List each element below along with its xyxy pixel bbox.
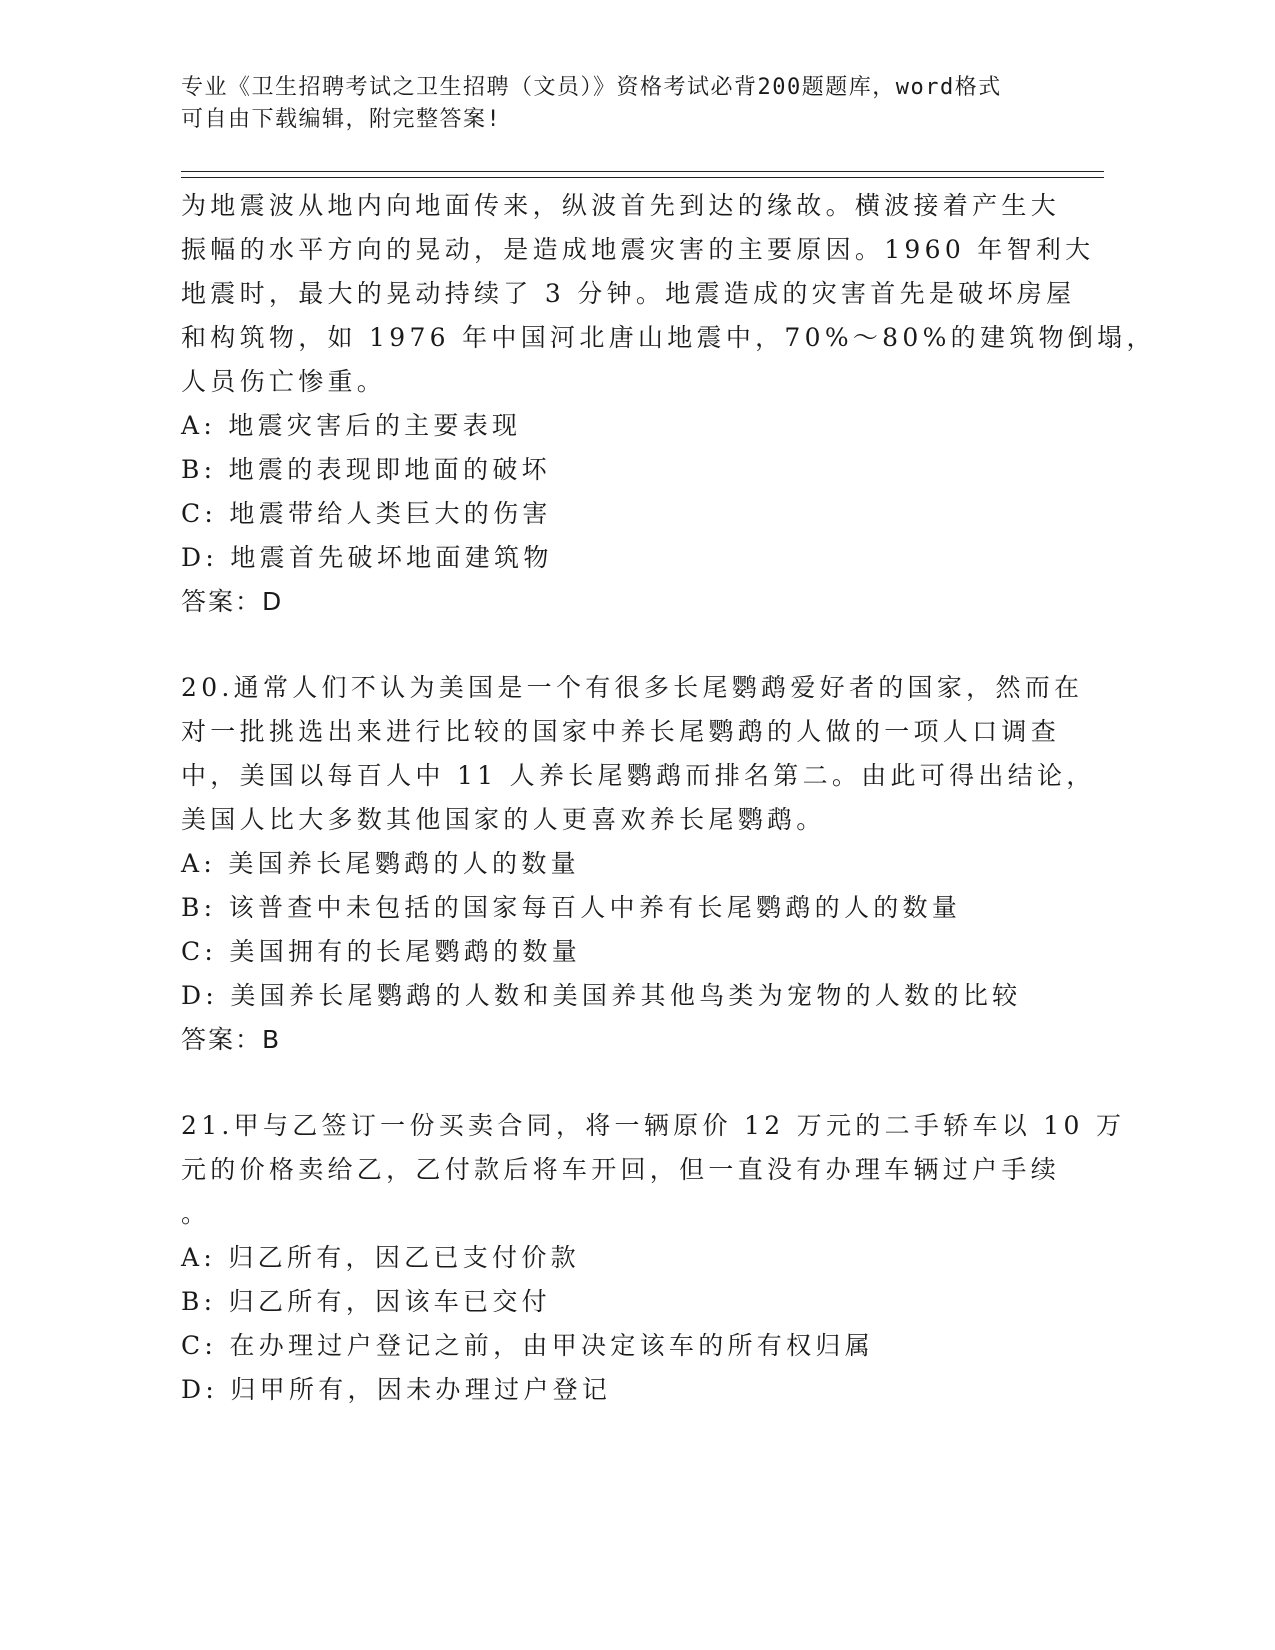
question-20-text-line: 对一批挑选出来进行比较的国家中养长尾鹦鹉的人做的一项人口调查 bbox=[181, 717, 1061, 746]
header-title-line-1: 专业《卫生招聘考试之卫生招聘（文员）》资格考试必背200题题库，word格式 bbox=[181, 75, 1002, 100]
question-19-option-a: A: 地震灾害后的主要表现 bbox=[181, 411, 522, 440]
spacer bbox=[181, 1062, 1081, 1104]
question-20-text-line: 20.通常人们不认为美国是一个有很多长尾鹦鹉爱好者的国家，然而在 bbox=[181, 673, 1084, 702]
question-19-text-line: 振幅的水平方向的晃动，是造成地震灾害的主要原因。1960 年智利大 bbox=[181, 235, 1095, 264]
question-20-text-line: 中，美国以每百人中 11 人养长尾鹦鹉而排名第二。由此可得出结论， bbox=[181, 761, 1096, 790]
question-20 bbox=[181, 666, 1096, 1062]
question-21-text-line: 。 bbox=[181, 1199, 211, 1228]
header-title-line-2: 可自由下载编辑，附完整答案! bbox=[181, 107, 502, 132]
question-21-option-a: A: 归乙所有，因乙已支付价款 bbox=[181, 1243, 580, 1272]
question-21-option-d: D: 归甲所有，因未办理过户登记 bbox=[181, 1375, 612, 1404]
question-19-option-b: B: 地震的表现即地面的破坏 bbox=[181, 455, 551, 484]
question-19-option-c: C: 地震带给人类巨大的伤害 bbox=[181, 499, 552, 528]
question-20-option-c: C: 美国拥有的长尾鹦鹉的数量 bbox=[181, 937, 581, 966]
question-21-text-line: 元的价格卖给乙，乙付款后将车开回，但一直没有办理车辆过户手续 bbox=[181, 1155, 1061, 1184]
question-19-text-line: 地震时，最大的晃动持续了 3 分钟。地震造成的灾害首先是破坏房屋 bbox=[181, 279, 1076, 308]
header-rule-top bbox=[181, 171, 1104, 172]
question-21 bbox=[181, 1104, 1126, 1412]
question-19-text-line: 为地震波从地内向地面传来，纵波首先到达的缘故。横波接着产生大 bbox=[181, 191, 1061, 220]
question-19-text-line: 人员伤亡惨重。 bbox=[181, 367, 387, 396]
question-19 bbox=[181, 184, 1156, 624]
question-19-answer: 答案：D bbox=[181, 587, 284, 616]
question-21-option-c: C: 在办理过户登记之前，由甲决定该车的所有权归属 bbox=[181, 1331, 874, 1360]
document-header bbox=[181, 72, 1061, 136]
document-body bbox=[181, 184, 1156, 1412]
question-20-option-a: A: 美国养长尾鹦鹉的人的数量 bbox=[181, 849, 580, 878]
question-20-option-d: D: 美国养长尾鹦鹉的人数和美国养其他鸟类为宠物的人数的比较 bbox=[181, 981, 1022, 1010]
question-21-option-b: B: 归乙所有，因该车已交付 bbox=[181, 1287, 551, 1316]
question-20-text-line: 美国人比大多数其他国家的人更喜欢养长尾鹦鹉。 bbox=[181, 805, 826, 834]
header-rule-bottom bbox=[181, 177, 1104, 178]
question-20-answer: 答案：B bbox=[181, 1025, 282, 1054]
question-19-option-d: D: 地震首先破坏地面建筑物 bbox=[181, 543, 553, 572]
question-19-text-line: 和构筑物，如 1976 年中国河北唐山地震中，70%～80%的建筑物倒塌， bbox=[181, 323, 1156, 352]
question-21-text-line: 21.甲与乙签订一份买卖合同，将一辆原价 12 万元的二手轿车以 10 万 bbox=[181, 1111, 1126, 1140]
question-20-option-b: B: 该普查中未包括的国家每百人中养有长尾鹦鹉的人的数量 bbox=[181, 893, 962, 922]
spacer bbox=[181, 624, 1081, 666]
